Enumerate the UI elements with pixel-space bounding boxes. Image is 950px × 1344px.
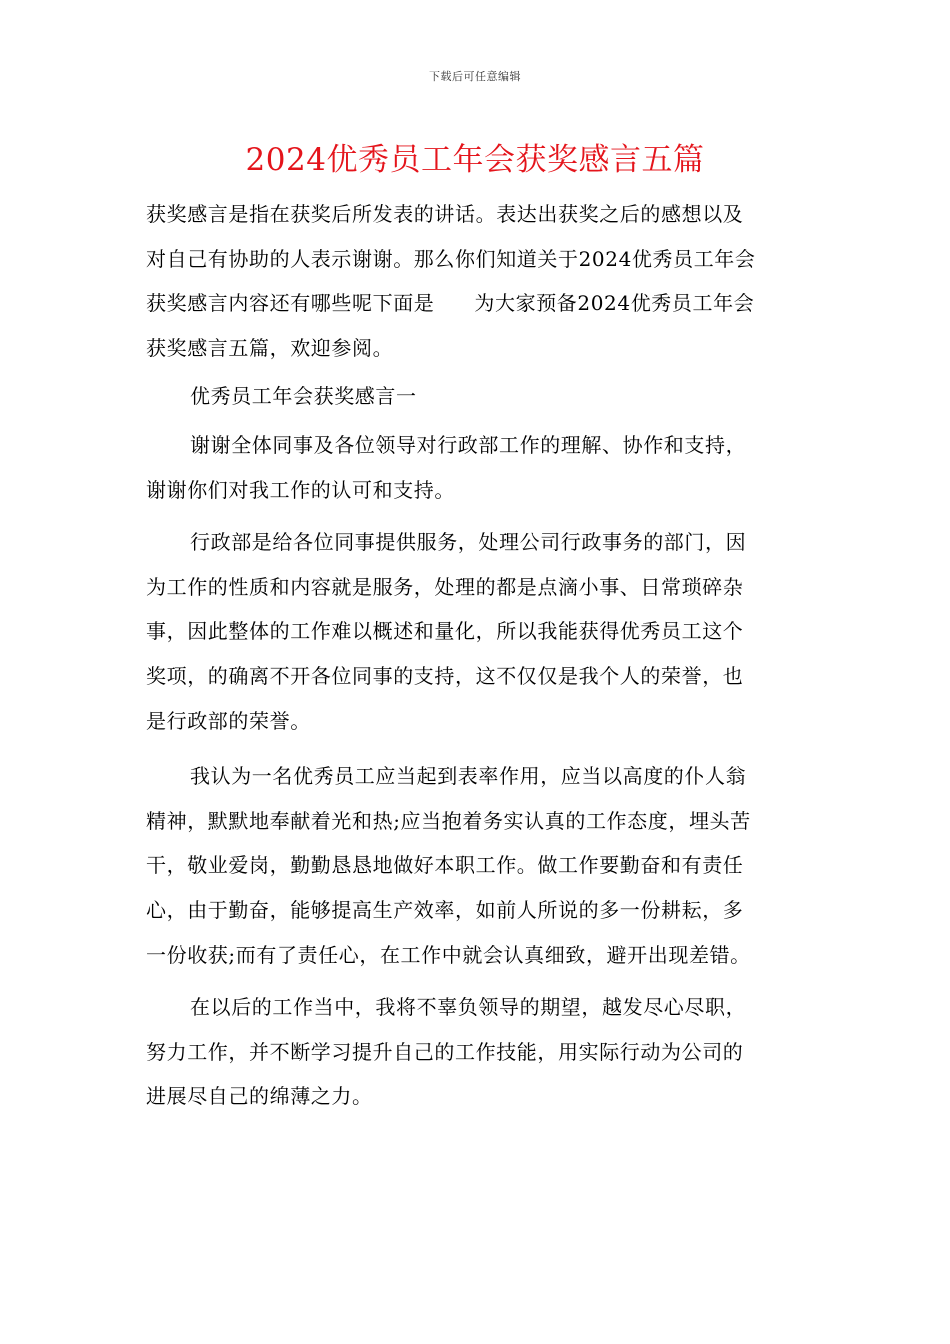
- paragraph-line: 精神，默默地奉献着光和热;应当抱着务实认真的工作态度，埋头苦: [146, 808, 751, 833]
- header-note: 下载后可任意编辑: [429, 70, 521, 83]
- paragraph-line: 是行政部的荣誉。: [146, 708, 311, 733]
- intro-line: [146, 281, 806, 326]
- paragraph-line: 努力工作，并不断学习提升自己的工作技能，用实际行动为公司的: [146, 1039, 744, 1064]
- paragraph-line: 谢谢全体同事及各位领导对行政部工作的理解、协作和支持，: [190, 432, 747, 457]
- intro-line: 获奖感言五篇，欢迎参阅。: [146, 335, 394, 360]
- paragraph-line: 我认为一名优秀员工应当起到表率作用，应当以高度的仆人翁: [190, 764, 747, 789]
- paragraph: [146, 520, 806, 743]
- paragraph-line: 谢谢你们对我工作的认可和支持。: [146, 477, 455, 502]
- paragraph-line: 干，敬业爱岗，勤勤恳恳地做好本职工作。做工作要勤奋和有责任: [146, 853, 744, 878]
- intro-line: 获奖感言是指在获奖后所发表的讲话。表达出获奖之后的感想以及: [146, 202, 744, 226]
- paragraph: [146, 985, 806, 1119]
- intro-line-part: 获奖感言内容还有哪些呢下面是: [146, 291, 435, 316]
- paragraph-line: 行政部是给各位同事提供服务，处理公司行政事务的部门，因: [190, 530, 747, 555]
- paragraph-line: 心，由于勤奋，能够提高生产效率，如前人所说的多一份耕耘，多: [146, 897, 744, 922]
- document-title: 2024优秀员工年会获奖感言五篇: [245, 142, 705, 178]
- paragraph-line: 一份收获;而有了责任心，在工作中就会认真细致，避开出现差错。: [146, 942, 751, 967]
- intro-line-part: 为大家预备2024优秀员工年会: [474, 291, 755, 316]
- intro-paragraph: [146, 192, 806, 370]
- paragraph-line: 奖项，的确离不开各位同事的支持，这不仅仅是我个人的荣誉，也: [146, 663, 744, 688]
- section-heading: [146, 374, 806, 419]
- paragraph: [146, 754, 806, 977]
- paragraph: [146, 423, 806, 512]
- paragraph-line: 在以后的工作当中，我将不辜负领导的期望，越发尽心尽职，: [190, 995, 747, 1020]
- intro-line: 对自己有协助的人表示谢谢。那么你们知道关于2024优秀员工年会: [146, 246, 756, 271]
- paragraph-line: 为工作的性质和内容就是服务，处理的都是点滴小事、日常琐碎杂: [146, 574, 744, 599]
- section-heading-text: 优秀员工年会获奖感言一: [190, 384, 417, 409]
- paragraph-line: 事，因此整体的工作难以概述和量化，所以我能获得优秀员工这个: [146, 619, 744, 644]
- paragraph-line: 进展尽自己的绵薄之力。: [146, 1084, 373, 1109]
- document-body: [146, 192, 806, 1119]
